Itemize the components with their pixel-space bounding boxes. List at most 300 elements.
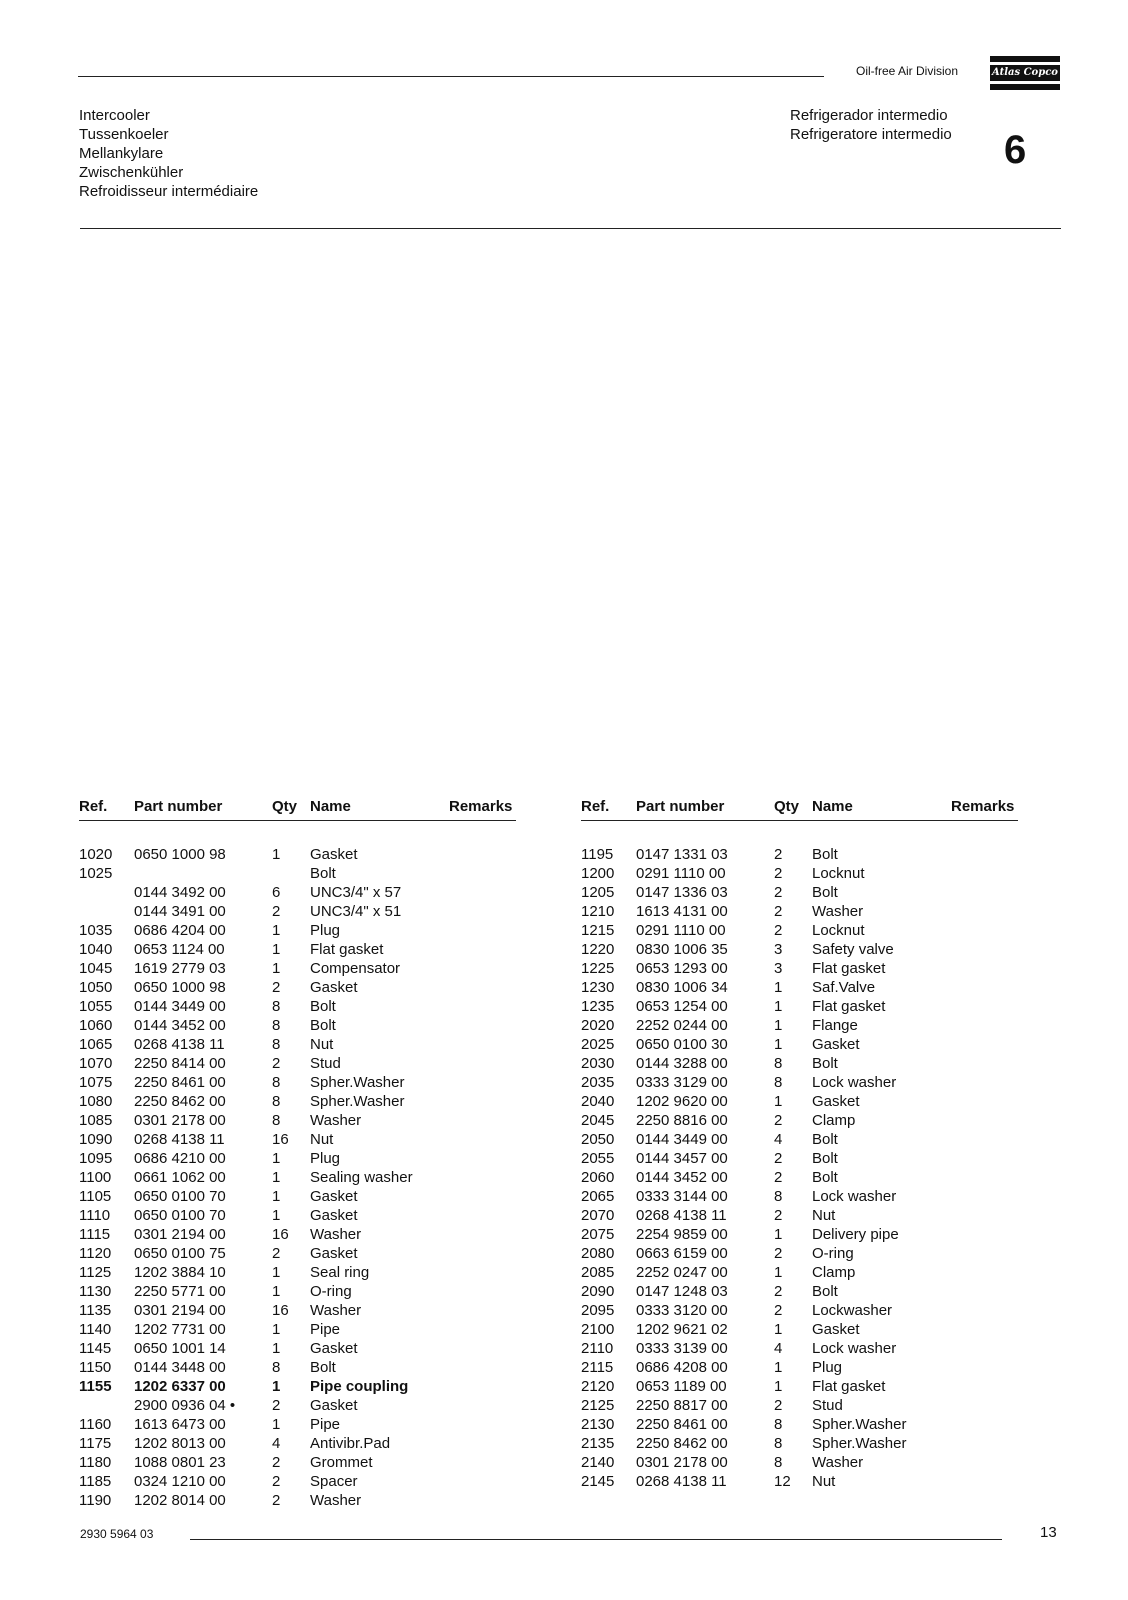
table-row [581,1377,1018,1396]
part-number-cell: 2900 0936 04 • [134,1397,236,1414]
ref-cell: 2065 [581,1188,615,1205]
title-french: Refroidisseur intermédiaire [79,183,259,200]
part-number-cell: 1202 6337 00 [134,1378,226,1395]
qty-cell: 1 [272,1207,281,1224]
name-cell: Lock washer [812,1188,897,1205]
ref-cell: 1055 [79,998,113,1015]
table-row [581,845,1018,864]
table-header [79,798,516,821]
name-cell: Delivery pipe [812,1226,899,1243]
qty-cell: 4 [774,1131,783,1148]
qty-cell: 1 [272,941,281,958]
name-cell: Bolt [310,1017,336,1034]
qty-cell: 2 [272,1492,281,1509]
table-row [581,1415,1018,1434]
name-cell: Grommet [310,1454,373,1471]
parts-table-left [79,798,516,1510]
ref-cell: 2090 [581,1283,615,1300]
qty-cell: 2 [774,846,783,863]
table-row [79,921,516,940]
part-number-cell: 0650 0100 75 [134,1245,226,1262]
ref-cell: 1235 [581,998,615,1015]
title-english: Intercooler [79,107,150,124]
logo-wordmark: Atlas Copco [990,65,1060,81]
name-cell: Pipe coupling [310,1378,409,1395]
section-titles-left [79,106,258,201]
col-remarks-header: Remarks [449,798,513,815]
ref-cell: 1150 [79,1359,112,1376]
qty-cell: 1 [774,979,783,996]
part-number-cell: 0663 6159 00 [636,1245,728,1262]
part-number-cell: 1202 3884 10 [134,1264,226,1281]
name-cell: Bolt [812,846,838,863]
section-titles-right [790,106,952,144]
name-cell: Gasket [310,1207,358,1224]
part-number-cell: 0686 4210 00 [134,1150,226,1167]
qty-cell: 2 [774,1169,783,1186]
ref-cell: 2110 [581,1340,614,1357]
document-number: 2930 5964 03 [80,1527,154,1541]
ref-cell: 1075 [79,1074,113,1091]
qty-cell: 2 [774,1112,783,1129]
qty-cell: 1 [774,1378,783,1395]
table-header [581,798,1018,821]
name-cell: Antivibr.Pad [310,1435,391,1452]
part-number-cell: 0333 3144 00 [636,1188,728,1205]
name-cell: Flat gasket [812,960,886,977]
name-cell: UNC3/4" x 57 [310,884,402,901]
ref-cell: 1070 [79,1055,113,1072]
table-row [79,1016,516,1035]
ref-cell: 1215 [581,922,615,939]
part-number-cell: 0653 1293 00 [636,960,728,977]
qty-cell: 12 [774,1473,791,1490]
ref-cell: 2125 [581,1397,615,1414]
part-number-cell: 0268 4138 11 [636,1207,727,1224]
table-row [79,1472,516,1491]
part-number-cell: 0268 4138 11 [134,1036,225,1053]
table-row [581,1244,1018,1263]
qty-cell: 1 [774,1036,783,1053]
table-row [581,1073,1018,1092]
table-row [79,1282,516,1301]
qty-cell: 2 [774,884,783,901]
qty-cell: 16 [272,1131,289,1148]
table-row [581,940,1018,959]
part-number-cell: 0147 1248 03 [636,1283,728,1300]
name-cell: O-ring [310,1283,352,1300]
qty-cell: 8 [272,1359,281,1376]
qty-cell: 2 [272,1473,281,1490]
table-row [581,921,1018,940]
part-number-cell: 2250 8461 00 [134,1074,226,1091]
table-row [581,1358,1018,1377]
ref-cell: 2135 [581,1435,615,1452]
qty-cell: 1 [272,1378,281,1395]
qty-cell: 2 [774,1283,783,1300]
qty-cell: 16 [272,1226,289,1243]
name-cell: Washer [310,1302,362,1319]
table-row [79,1263,516,1282]
ref-cell: 1205 [581,884,615,901]
col-ref-header: Ref. [581,798,610,815]
qty-cell: 1 [774,1359,783,1376]
ref-cell: 1155 [79,1378,112,1395]
table-row [581,1434,1018,1453]
part-number-cell: 0653 1254 00 [636,998,728,1015]
name-cell: Bolt [812,1150,838,1167]
part-number-cell: 0144 3491 00 [134,903,226,920]
ref-cell: 2070 [581,1207,615,1224]
qty-cell: 1 [774,1093,783,1110]
table-row [79,1301,516,1320]
name-cell: UNC3/4" x 51 [310,903,402,920]
qty-cell: 8 [774,1454,783,1471]
part-number-cell: 0650 0100 70 [134,1188,226,1205]
ref-cell: 2140 [581,1454,615,1471]
table-row [581,1225,1018,1244]
table-row [79,902,516,921]
ref-cell: 1115 [79,1226,111,1243]
header-top-rule [78,76,824,77]
part-number-cell: 0268 4138 11 [636,1473,727,1490]
ref-cell: 2085 [581,1264,615,1281]
table-body [79,845,516,1510]
qty-cell: 1 [272,846,281,863]
table-row [79,1396,516,1415]
qty-cell: 1 [272,1264,281,1281]
part-number-cell: 0291 1110 00 [636,922,726,939]
qty-cell: 8 [272,1093,281,1110]
part-number-cell: 2250 8414 00 [134,1055,226,1072]
table-row [79,883,516,902]
part-number-cell: 2254 9859 00 [636,1226,728,1243]
ref-cell: 1090 [79,1131,113,1148]
ref-cell: 1160 [79,1416,112,1433]
part-number-cell: 0301 2178 00 [134,1112,226,1129]
ref-cell: 2120 [581,1378,615,1395]
part-number-cell: 1613 4131 00 [636,903,728,920]
part-number-cell: 0301 2194 00 [134,1226,226,1243]
qty-cell: 8 [774,1188,783,1205]
table-row [581,1187,1018,1206]
part-number-cell: 2250 8462 00 [134,1093,226,1110]
table-row [581,902,1018,921]
ref-cell: 1120 [79,1245,112,1262]
ref-cell: 2115 [581,1359,614,1376]
qty-cell: 2 [774,1397,783,1414]
qty-cell: 4 [774,1340,783,1357]
table-row [581,1130,1018,1149]
qty-cell: 8 [272,1036,281,1053]
ref-cell: 1065 [79,1036,113,1053]
table-row [79,1054,516,1073]
table-row [581,1339,1018,1358]
qty-cell: 2 [272,1397,281,1414]
name-cell: Seal ring [310,1264,370,1281]
part-number-cell: 0324 1210 00 [134,1473,226,1490]
table-row [581,997,1018,1016]
ref-cell: 2095 [581,1302,615,1319]
name-cell: Saf.Valve [812,979,876,996]
table-row [79,1092,516,1111]
name-cell: Flat gasket [812,998,886,1015]
qty-cell: 8 [272,1074,281,1091]
table-row [581,1168,1018,1187]
name-cell: Gasket [812,1093,860,1110]
table-row [79,1073,516,1092]
name-cell: Nut [812,1473,836,1490]
qty-cell: 1 [774,1226,783,1243]
table-row [581,1301,1018,1320]
qty-cell: 1 [272,1188,281,1205]
qty-cell: 2 [774,1207,783,1224]
ref-cell: 1040 [79,941,113,958]
name-cell: Flat gasket [310,941,384,958]
ref-cell: 2055 [581,1150,615,1167]
name-cell: Bolt [812,1055,838,1072]
qty-cell: 1 [774,1017,783,1034]
ref-cell: 2080 [581,1245,615,1262]
name-cell: Nut [310,1131,334,1148]
part-number-cell: 0147 1331 03 [636,846,728,863]
ref-cell: 1100 [79,1169,112,1186]
ref-cell: 1050 [79,979,113,996]
title-swedish: Mellankylare [79,145,164,162]
parts-table-right [581,798,1018,1491]
qty-cell: 1 [272,1283,281,1300]
part-number-cell: 1202 9621 02 [636,1321,728,1338]
name-cell: Gasket [812,1321,860,1338]
atlas-copco-logo [990,56,1060,90]
ref-cell: 2060 [581,1169,615,1186]
part-number-cell: 0333 3120 00 [636,1302,728,1319]
name-cell: Gasket [310,1245,358,1262]
name-cell: Lockwasher [812,1302,893,1319]
name-cell: Locknut [812,865,865,882]
name-cell: Spher.Washer [812,1416,907,1433]
ref-cell: 1195 [581,846,614,863]
ref-cell: 1220 [581,941,615,958]
table-row [79,1453,516,1472]
name-cell: Spher.Washer [310,1074,405,1091]
part-number-cell: 0147 1336 03 [636,884,728,901]
part-number-cell: 2250 8461 00 [636,1416,728,1433]
part-number-cell: 0144 3448 00 [134,1359,226,1376]
section-number: 6 [1004,128,1027,172]
ref-cell: 1025 [79,865,113,882]
ref-cell: 1045 [79,960,113,977]
table-row [581,864,1018,883]
part-number-cell: 0144 3449 00 [636,1131,728,1148]
ref-cell: 1200 [581,865,615,882]
ref-cell: 2040 [581,1093,615,1110]
ref-cell: 1060 [79,1017,113,1034]
table-row [79,978,516,997]
table-row [79,1206,516,1225]
part-number-cell: 0650 0100 30 [636,1036,728,1053]
ref-cell: 1095 [79,1150,113,1167]
ref-cell: 1035 [79,922,113,939]
col-remarks-header: Remarks [951,798,1015,815]
name-cell: Plug [310,1150,341,1167]
name-cell: Bolt [310,998,336,1015]
qty-cell: 1 [272,1150,281,1167]
table-row [79,1187,516,1206]
table-row [581,1054,1018,1073]
col-name-header: Name [812,798,853,815]
qty-cell: 8 [272,1017,281,1034]
part-number-cell: 1613 6473 00 [134,1416,226,1433]
qty-cell: 1 [272,1340,281,1357]
ref-cell: 1190 [79,1492,112,1509]
name-cell: Spher.Washer [310,1093,405,1110]
part-number-cell: 0268 4138 11 [134,1131,225,1148]
table-row [581,883,1018,902]
table-row [581,978,1018,997]
table-row [79,1320,516,1339]
name-cell: Washer [310,1112,362,1129]
title-italian: Refrigeratore intermedio [790,126,952,143]
table-row [581,1472,1018,1491]
name-cell: Bolt [310,865,336,882]
table-row [79,1491,516,1510]
qty-cell: 8 [774,1435,783,1452]
name-cell: Bolt [310,1359,336,1376]
qty-cell: 2 [774,1150,783,1167]
ref-cell: 2035 [581,1074,615,1091]
name-cell: Pipe [310,1416,341,1433]
qty-cell: 2 [774,903,783,920]
table-row [79,1434,516,1453]
table-row [79,1244,516,1263]
part-number-cell: 1202 7731 00 [134,1321,226,1338]
ref-cell: 1135 [79,1302,112,1319]
part-number-cell: 0686 4204 00 [134,922,226,939]
table-row [79,1358,516,1377]
table-row [79,864,516,883]
qty-cell: 1 [272,922,281,939]
ref-cell: 2020 [581,1017,615,1034]
name-cell: Safety valve [812,941,894,958]
page-number: 13 [1040,1524,1057,1541]
name-cell: Nut [812,1207,836,1224]
name-cell: Washer [812,1454,864,1471]
ref-cell: 2030 [581,1055,615,1072]
part-number-cell: 2250 8817 00 [636,1397,728,1414]
title-spanish: Refrigerador intermedio [790,107,948,124]
qty-cell: 6 [272,884,281,901]
table-row [79,1225,516,1244]
table-row [581,1396,1018,1415]
col-qty-header: Qty [272,798,298,815]
table-row [79,940,516,959]
name-cell: Spher.Washer [812,1435,907,1452]
name-cell: Gasket [310,1188,358,1205]
name-cell: Flat gasket [812,1378,886,1395]
part-number-cell: 0830 1006 34 [636,979,728,996]
qty-cell: 2 [774,865,783,882]
ref-cell: 1125 [79,1264,112,1281]
name-cell: Gasket [310,1340,358,1357]
part-number-cell: 2252 0244 00 [636,1017,728,1034]
name-cell: Bolt [812,1169,838,1186]
table-row [581,1149,1018,1168]
part-number-cell: 0301 2178 00 [636,1454,728,1471]
ref-cell: 1175 [79,1435,112,1452]
name-cell: Locknut [812,922,865,939]
ref-cell: 1180 [79,1454,112,1471]
part-number-cell: 0144 3449 00 [134,998,226,1015]
ref-cell: 2100 [581,1321,615,1338]
ref-cell: 2130 [581,1416,615,1433]
name-cell: Washer [812,903,864,920]
part-number-cell: 1088 0801 23 [134,1454,226,1471]
name-cell: Washer [310,1492,362,1509]
name-cell: Gasket [310,846,358,863]
qty-cell: 1 [774,1321,783,1338]
qty-cell: 8 [774,1416,783,1433]
ref-cell: 2075 [581,1226,615,1243]
name-cell: Sealing washer [310,1169,413,1186]
part-number-cell: 0333 3129 00 [636,1074,728,1091]
name-cell: Compensator [310,960,401,977]
ref-cell: 1105 [79,1188,112,1205]
qty-cell: 1 [272,1169,281,1186]
table-row [581,1263,1018,1282]
ref-cell: 1225 [581,960,615,977]
qty-cell: 3 [774,960,783,977]
table-row [79,959,516,978]
part-number-cell: 0661 1062 00 [134,1169,226,1186]
table-row [79,1168,516,1187]
ref-cell: 1230 [581,979,615,996]
qty-cell: 1 [774,998,783,1015]
qty-cell: 3 [774,941,783,958]
name-cell: Bolt [812,1283,838,1300]
ref-cell: 1085 [79,1112,113,1129]
title-german: Zwischenkühler [79,164,184,181]
part-number-cell: 0830 1006 35 [636,941,728,958]
part-number-cell: 2250 8462 00 [636,1435,728,1452]
ref-cell: 1145 [79,1340,112,1357]
ref-cell: 2045 [581,1112,615,1129]
part-number-cell: 0333 3139 00 [636,1340,728,1357]
table-row [581,1453,1018,1472]
qty-cell: 2 [774,1302,783,1319]
ref-cell: 1185 [79,1473,112,1490]
col-ref-header: Ref. [79,798,108,815]
qty-cell: 8 [774,1074,783,1091]
name-cell: Bolt [812,884,838,901]
part-number-cell: 0650 1000 98 [134,979,226,996]
qty-cell: 2 [272,1055,281,1072]
qty-cell: 16 [272,1302,289,1319]
part-number-cell: 0686 4208 00 [636,1359,728,1376]
qty-cell: 2 [272,1245,281,1262]
part-number-cell: 1619 2779 03 [134,960,226,977]
name-cell: Gasket [310,1397,358,1414]
qty-cell: 1 [272,1321,281,1338]
part-number-cell: 2250 8816 00 [636,1112,728,1129]
table-row [581,1111,1018,1130]
table-row [79,845,516,864]
table-row [581,1282,1018,1301]
ref-cell: 1110 [79,1207,111,1224]
qty-cell: 2 [774,922,783,939]
col-name-header: Name [310,798,351,815]
name-cell: Flange [812,1017,858,1034]
